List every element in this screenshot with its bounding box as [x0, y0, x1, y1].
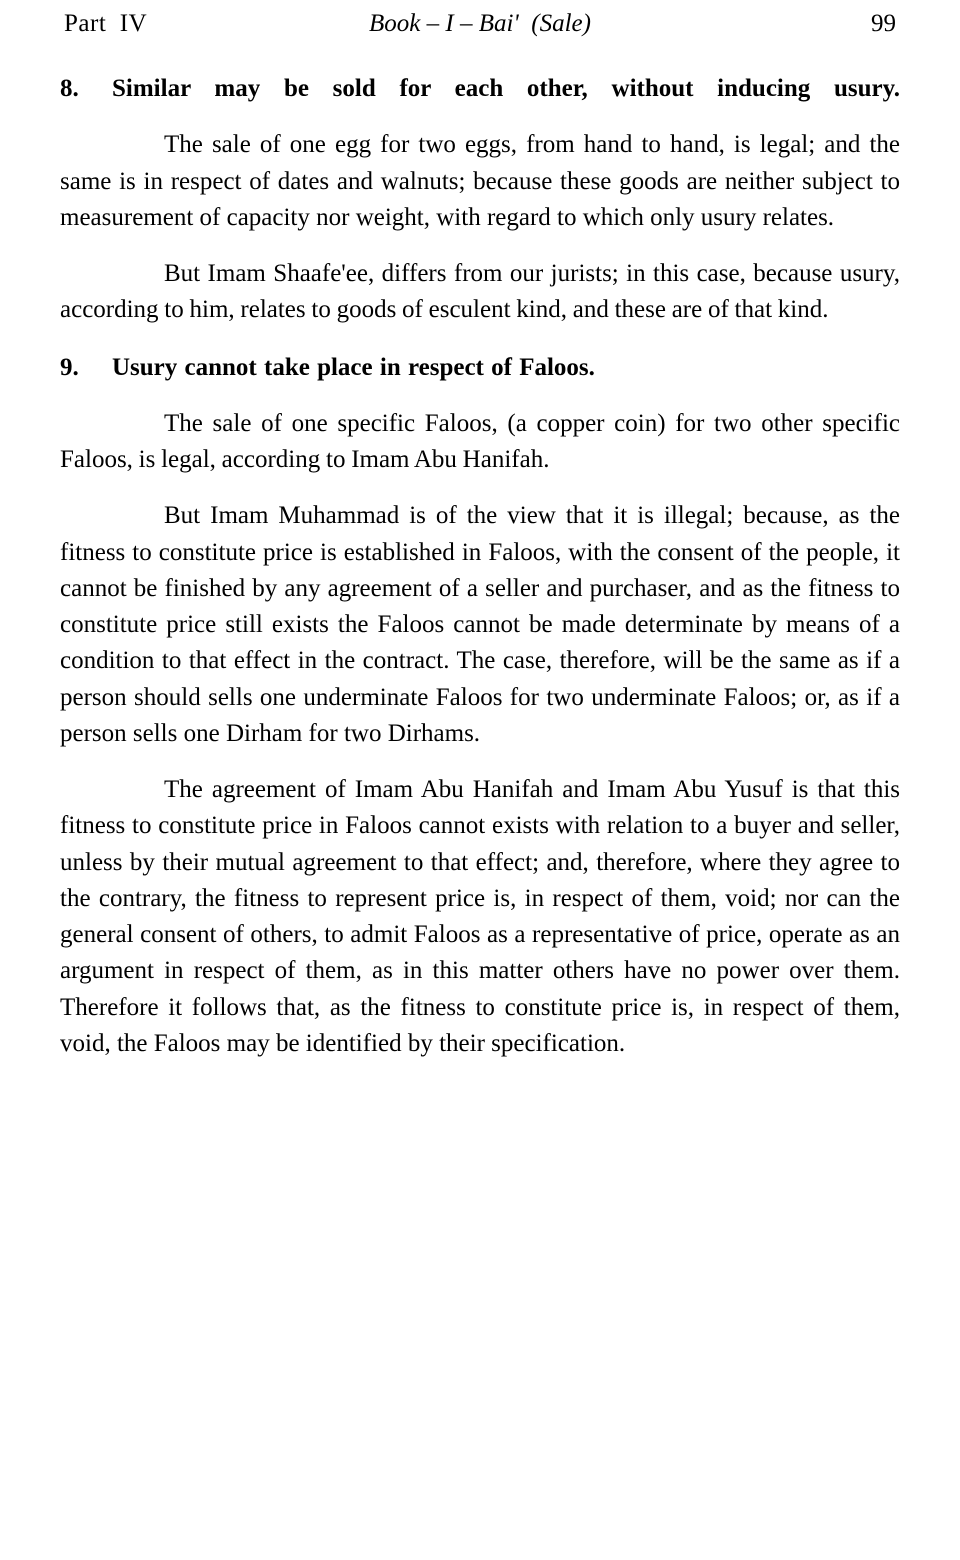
paragraph: But Imam Shaafe'ee, differs from our jurists; in this case, because usury, according to him, relates to goods of esculent kind, and these are of that kind. — [60, 260, 900, 324]
document-page — [0, 10, 960, 1560]
paragraph: The agreement of Imam Abu Hanifah and Imam Abu Yusuf is that this fitness to constitute price in Faloos cannot exists with relation to a buyer and seller, unless by their mutual agreement to that effect; and, therefore, where they agree to the contrary, the fitness to represent price is, in respect of them, void; nor can the general consent of others, to admit Faloos as a representative of price, operate as an argument in respect of them, as in this matter others have no power over them. Therefore it follows that, as the fitness to constitute price is, in respect of them, void, the Faloos may be identified by their specification. — [60, 776, 900, 1057]
paragraph: The sale of one specific Faloos, (a copper coin) for two other specific Faloos, is legal, according to Imam Abu Hanifah. — [60, 409, 900, 473]
page-header — [64, 10, 896, 50]
page-number: 99 — [871, 10, 896, 37]
header-book-title: Book – I – Bai' (Sale) — [369, 10, 591, 37]
paragraph: But Imam Muhammad is of the view that it is illegal; because, as the fitness to constitute price is established in Faloos, with the consent of the people, it cannot be finished by any agreement of a seller and purchaser, and as the fitness to constitute price still exists the Faloos cannot be made determinate by means of a condition to that effect in the contract. The case, therefore, will be the same as if a person should sells one underminate Faloos for two underminate Faloos; or, as if a person sells one Dirham for two Dirhams. — [60, 502, 900, 747]
paragraph: The sale of one egg for two eggs, from hand to hand, is legal; and the same is in respect of dates and walnuts; because these goods are neither subject to measurement of capacity nor weight, with regard to which only usury relates. — [60, 131, 900, 231]
section-title: Usury cannot take place in respect of Faloos. — [112, 353, 595, 381]
page-body — [60, 72, 900, 1062]
section-number: 9. — [60, 353, 79, 381]
section-heading-9 — [60, 351, 900, 384]
header-part-label: Part IV — [64, 10, 148, 37]
section-heading-8 — [60, 72, 900, 105]
section-title: Similar may be sold for each other, without inducing usury. — [112, 75, 900, 102]
section-number: 8. — [60, 75, 79, 102]
